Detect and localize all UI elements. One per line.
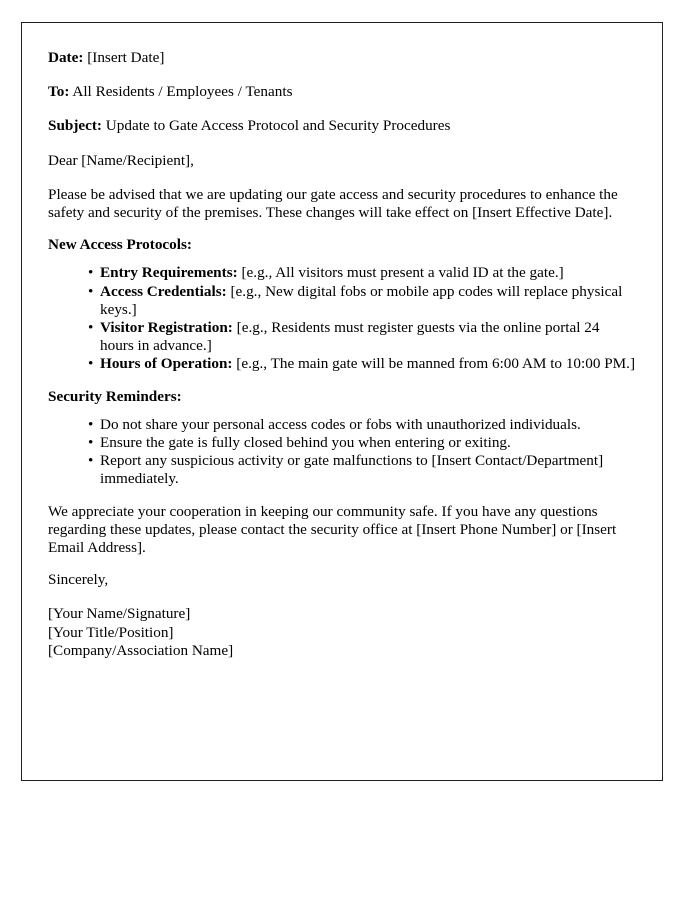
closing-paragraph: We appreciate your cooperation in keeping our community safe. If you have any questions regarding these updates, please contact the security office at [Insert Phone Number] or [Insert Email Address]. bbox=[48, 502, 617, 557]
security-reminders-list bbox=[48, 416, 636, 489]
list-item bbox=[88, 434, 636, 452]
section-heading-security-reminders: Security Reminders: bbox=[48, 387, 182, 405]
list-item bbox=[88, 416, 636, 434]
list-item bbox=[88, 319, 636, 355]
list-item bbox=[88, 452, 636, 488]
signature-line-company: [Company/Association Name] bbox=[48, 641, 234, 659]
spacer bbox=[48, 589, 636, 605]
spacer bbox=[48, 406, 636, 416]
sign-off: Sincerely, bbox=[48, 571, 109, 589]
bullet-label: Entry Requirements: bbox=[100, 264, 238, 282]
field-date bbox=[48, 49, 636, 67]
salutation: Dear [Name/Recipient], bbox=[48, 151, 194, 169]
field-subject-value: Update to Gate Access Protocol and Security Procedures bbox=[105, 117, 451, 135]
bullet-text: [e.g., Residents must register guests via the online portal 24 hours in advance.] bbox=[100, 319, 600, 355]
signature-line-title: [Your Title/Position] bbox=[48, 623, 174, 641]
signature-line-name: [Your Name/Signature] bbox=[48, 605, 191, 623]
spacer bbox=[48, 254, 636, 264]
spacer bbox=[48, 136, 636, 152]
field-subject bbox=[48, 117, 636, 135]
intro-paragraph: Please be advised that we are updating our gate access and security procedures to enhance the safety and security of the premises. These changes will take effect on [Insert Effective Date]. bbox=[48, 185, 618, 222]
section-heading-new-access-protocols: New Access Protocols: bbox=[48, 236, 192, 254]
bullet-text: Report any suspicious activity or gate malfunctions to [Insert Contact/Department] immediately. bbox=[100, 452, 604, 488]
spacer bbox=[48, 101, 636, 117]
bullet-label: Hours of Operation: bbox=[100, 355, 233, 373]
list-item bbox=[88, 355, 636, 373]
access-protocols-list bbox=[48, 264, 636, 373]
document-body bbox=[22, 23, 662, 660]
bullet-text: [e.g., All visitors must present a valid ID at the gate.] bbox=[241, 264, 564, 282]
list-item bbox=[88, 264, 636, 282]
signature-block bbox=[48, 605, 636, 660]
field-date-value: [Insert Date] bbox=[87, 49, 165, 66]
field-to bbox=[48, 83, 636, 101]
spacer bbox=[48, 374, 636, 388]
spacer bbox=[48, 222, 636, 236]
bullet-label: Access Credentials: bbox=[100, 282, 227, 300]
spacer bbox=[48, 170, 636, 186]
field-subject-label: Subject: bbox=[48, 117, 102, 135]
spacer bbox=[48, 489, 636, 503]
bullet-text: Do not share your personal access codes or fobs with unauthorized individuals. bbox=[100, 415, 581, 433]
bullet-text: Ensure the gate is fully closed behind you when entering or exiting. bbox=[100, 434, 511, 452]
field-to-label: To: bbox=[48, 83, 70, 101]
document-border-frame bbox=[21, 22, 663, 781]
list-item bbox=[88, 283, 636, 319]
bullet-label: Visitor Registration: bbox=[100, 319, 233, 337]
bullet-text: [e.g., The main gate will be manned from 6:00 AM to 10:00 PM.] bbox=[236, 355, 636, 373]
bullet-text: [e.g., New digital fobs or mobile app codes will replace physical keys.] bbox=[100, 282, 623, 318]
spacer bbox=[48, 67, 636, 83]
spacer bbox=[48, 557, 636, 571]
field-to-value: All Residents / Employees / Tenants bbox=[72, 83, 293, 101]
field-date-label: Date: bbox=[48, 49, 84, 66]
